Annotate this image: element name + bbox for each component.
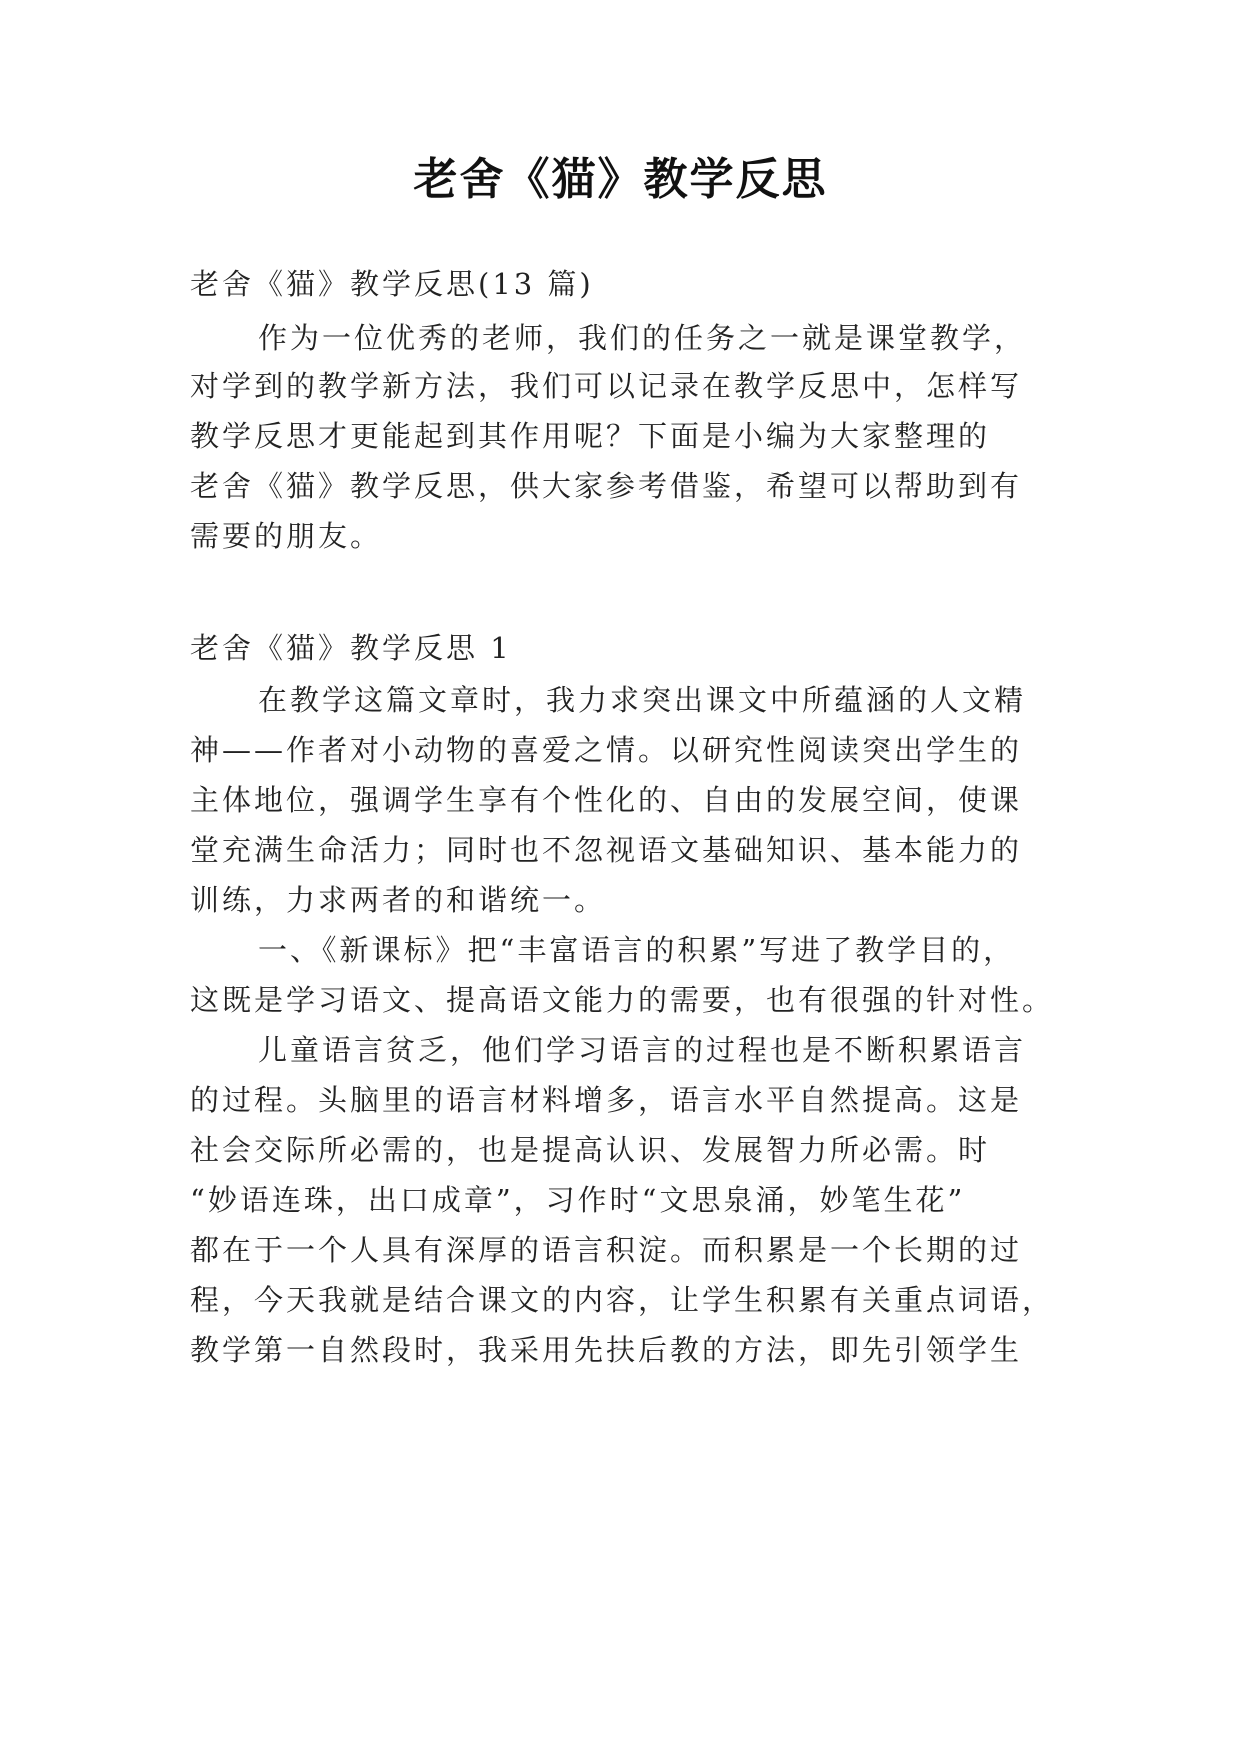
intro-line: 需要的朋友。	[190, 519, 383, 553]
body-line: 社会交际所必需的，也是提高认识、发展智力所必需。时	[190, 1133, 991, 1167]
body-line: 一、《新课标》把“丰富语言的积累”写进了教学目的，	[258, 933, 1016, 967]
body-line: 儿童语言贫乏，他们学习语言的过程也是不断积累语言	[258, 1033, 1027, 1067]
document-subtitle: 老舍《猫》教学反思(13 篇)	[190, 267, 594, 301]
body-line: “妙语连珠，出口成章”，习作时“文思泉涌，妙笔生花”	[190, 1183, 966, 1217]
section-heading: 老舍《猫》教学反思 1	[190, 631, 512, 665]
body-line: 的过程。头脑里的语言材料增多，语言水平自然提高。这是	[190, 1083, 1023, 1117]
intro-line: 教学反思才更能起到其作用呢？下面是小编为大家整理的	[190, 419, 991, 453]
body-line: 主体地位，强调学生享有个性化的、自由的发展空间，使课	[190, 783, 1023, 817]
body-line: 都在于一个人具有深厚的语言积淀。而积累是一个长期的过	[190, 1233, 1023, 1267]
body-line: 这既是学习语文、提高语文能力的需要，也有很强的针对性。	[190, 983, 1055, 1017]
body-line: 神——作者对小动物的喜爱之情。以研究性阅读突出学生的	[190, 733, 1023, 767]
body-line: 程，今天我就是结合课文的内容，让学生积累有关重点词语，	[190, 1283, 1055, 1317]
intro-line: 对学到的教学新方法，我们可以记录在教学反思中，怎样写	[190, 369, 1023, 403]
intro-line: 作为一位优秀的老师，我们的任务之一就是课堂教学，	[258, 321, 1027, 355]
document-title: 老舍《猫》教学反思	[413, 154, 828, 205]
body-line: 堂充满生命活力；同时也不忽视语文基础知识、基本能力的	[190, 833, 1023, 867]
body-line: 训练，力求两者的和谐统一。	[190, 883, 607, 917]
body-line: 教学第一自然段时，我采用先扶后教的方法，即先引领学生	[190, 1333, 1023, 1367]
body-line: 在教学这篇文章时，我力求突出课文中所蕴涵的人文精	[258, 683, 1027, 717]
intro-line: 老舍《猫》教学反思，供大家参考借鉴，希望可以帮助到有	[190, 469, 1023, 503]
